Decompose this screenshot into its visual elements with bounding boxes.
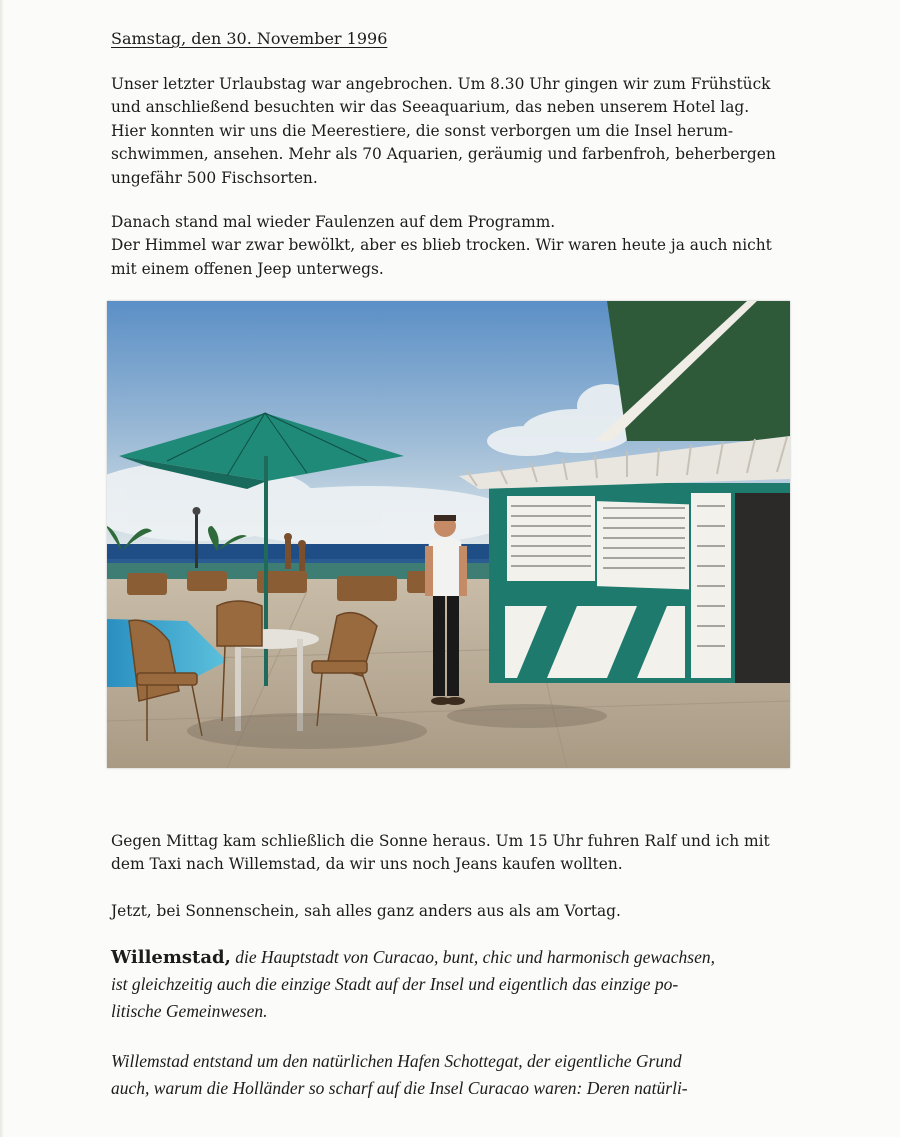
text-line: schwimmen, ansehen. Mehr als 70 Aquarien, geräumig und farbenfroh, beherbergen xyxy=(111,145,776,164)
text-line: und anschließend besuchten wir das Seeaquarium, das neben unserem Hotel lag. xyxy=(111,98,750,117)
text-line: ungefähr 500 Fischsorten. xyxy=(111,168,318,187)
text-line: ist gleichzeitig auch die einzige Stadt auf der Insel und eigentlich das einzige po- xyxy=(111,974,679,994)
text-line: Gegen Mittag kam schließlich die Sonne heraus. Um 15 Uhr fuhren Ralf und ich mit xyxy=(111,832,770,850)
paragraph-midday xyxy=(111,830,801,877)
text-line: litische Gemeinwesen. xyxy=(111,1001,268,1021)
text-line: mit einem offenen Jeep unterwegs. xyxy=(111,259,384,278)
date-heading: Samstag, den 30. November 1996 xyxy=(111,29,388,48)
text-line: Hier konnten wir uns die Meerestiere, die sonst verborgen um die Insel herum- xyxy=(111,121,734,140)
text-line xyxy=(111,944,801,971)
text-line: Unser letzter Urlaubstag war angebrochen. Um 8.30 Uhr gingen wir zum Frühstück xyxy=(111,75,771,93)
paragraph-morning xyxy=(111,73,801,190)
page-edge-shadow xyxy=(0,0,4,1137)
text-fragment: die Hauptstadt von Curacao, bunt, chic und harmonisch gewachsen, xyxy=(230,947,715,967)
paragraph-afternoon-rest xyxy=(111,211,801,281)
text-line: Danach stand mal wieder Faulenzen auf dem Programm. xyxy=(111,213,556,231)
text-line: auch, warum die Holländer so scharf auf die Insel Curacao waren: Deren natürli- xyxy=(111,1078,688,1098)
willemstad-lead: Willemstad, xyxy=(111,947,231,968)
text-line: Jetzt, bei Sonnenschein, sah alles ganz anders aus als am Vortag. xyxy=(111,902,621,920)
paragraph-willemstad-intro xyxy=(111,944,801,1025)
paragraph-willemstad-harbour xyxy=(111,1048,801,1102)
text-line: dem Taxi nach Willemstad, da wir uns noch Jeans kaufen wollten. xyxy=(111,855,623,874)
hotel-terrace-photo xyxy=(107,301,790,768)
text-line: Der Himmel war zwar bewölkt, aber es blieb trocken. Wir waren heute ja auch nicht xyxy=(111,236,772,255)
text-line: Willemstad entstand um den natürlichen Hafen Schottegat, der eigentliche Grund xyxy=(111,1051,682,1071)
paragraph-sunshine xyxy=(111,900,801,923)
